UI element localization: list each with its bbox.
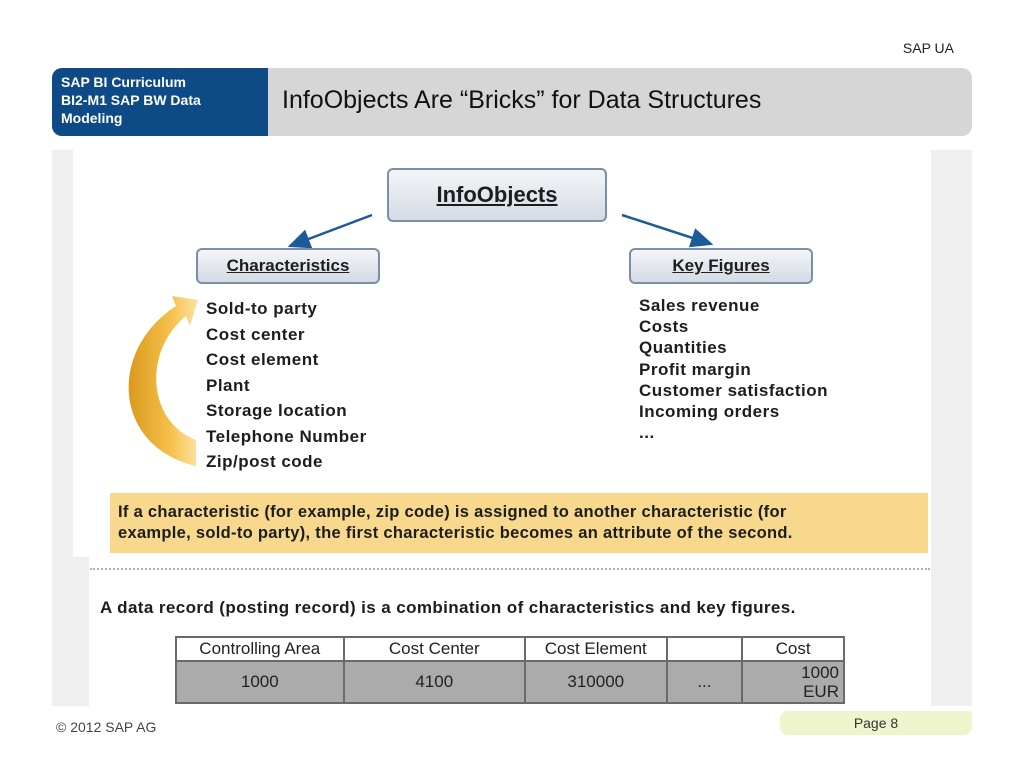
list-item: Costs <box>639 317 689 337</box>
list-item: Cost element <box>206 350 319 369</box>
list-item: Telephone Number <box>206 426 367 446</box>
note-line-1: If a characteristic (for example, zip code) is assigned to another characteristic (for <box>118 503 787 521</box>
cell-cost <box>742 661 844 703</box>
table-row <box>176 661 844 703</box>
cell-cost-center: 4100 <box>344 661 525 703</box>
course-line-1: SAP BI Curriculum <box>61 74 186 90</box>
list-item: Sales revenue <box>639 296 760 315</box>
list-item: Storage location <box>206 401 348 420</box>
header-cost-element: Cost Element <box>525 637 667 661</box>
list-item: Sold-to party <box>206 299 318 318</box>
cell-cost-element: 310000 <box>525 661 667 703</box>
attribute-curved-arrow <box>129 296 198 466</box>
slide-title: InfoObjects Are “Bricks” for Data Structures <box>282 86 762 114</box>
arrow-to-characteristics <box>290 215 372 246</box>
note-line-2: example, sold-to party), the first characteristic becomes an attribute of the second. <box>118 524 793 542</box>
list-item: Incoming orders <box>639 401 780 421</box>
table-header-row <box>176 637 844 661</box>
page-number: Page 8 <box>780 711 972 735</box>
header-controlling-area: Controlling Area <box>176 637 344 661</box>
arrow-to-key-figures <box>622 215 711 244</box>
dotted-divider <box>90 568 930 570</box>
attribute-note <box>110 493 928 553</box>
cost-currency: EUR <box>803 682 839 701</box>
key-figures-box: Key Figures <box>629 248 813 284</box>
list-item: Cost center <box>206 324 306 344</box>
course-line-2: BI2-M1 SAP BW Data <box>61 92 201 108</box>
cell-ellipsis: ... <box>667 661 743 703</box>
list-item: Customer satisfaction <box>639 380 829 400</box>
characteristics-box: Characteristics <box>196 248 380 284</box>
cost-amount: 1000 <box>801 663 839 682</box>
copyright: © 2012 SAP AG <box>56 719 157 735</box>
course-line-3: Modeling <box>61 110 123 126</box>
characteristics-list <box>206 296 367 475</box>
list-item: Quantities <box>639 338 728 358</box>
key-figures-list <box>639 295 828 443</box>
list-item: Zip/post code <box>206 452 323 471</box>
header-cost: Cost <box>742 637 844 661</box>
list-item: ... <box>639 423 655 443</box>
header-blank <box>667 637 743 661</box>
top-right-label: SAP UA <box>902 40 954 56</box>
list-item: Profit margin <box>639 359 752 379</box>
cell-controlling-area: 1000 <box>176 661 344 703</box>
header-cost-center: Cost Center <box>344 637 525 661</box>
infoobjects-box: InfoObjects <box>387 168 607 222</box>
data-record-caption: A data record (posting record) is a combination of characteristics and key figures. <box>100 598 796 617</box>
list-item: Plant <box>206 375 251 395</box>
data-record-table <box>175 636 845 704</box>
